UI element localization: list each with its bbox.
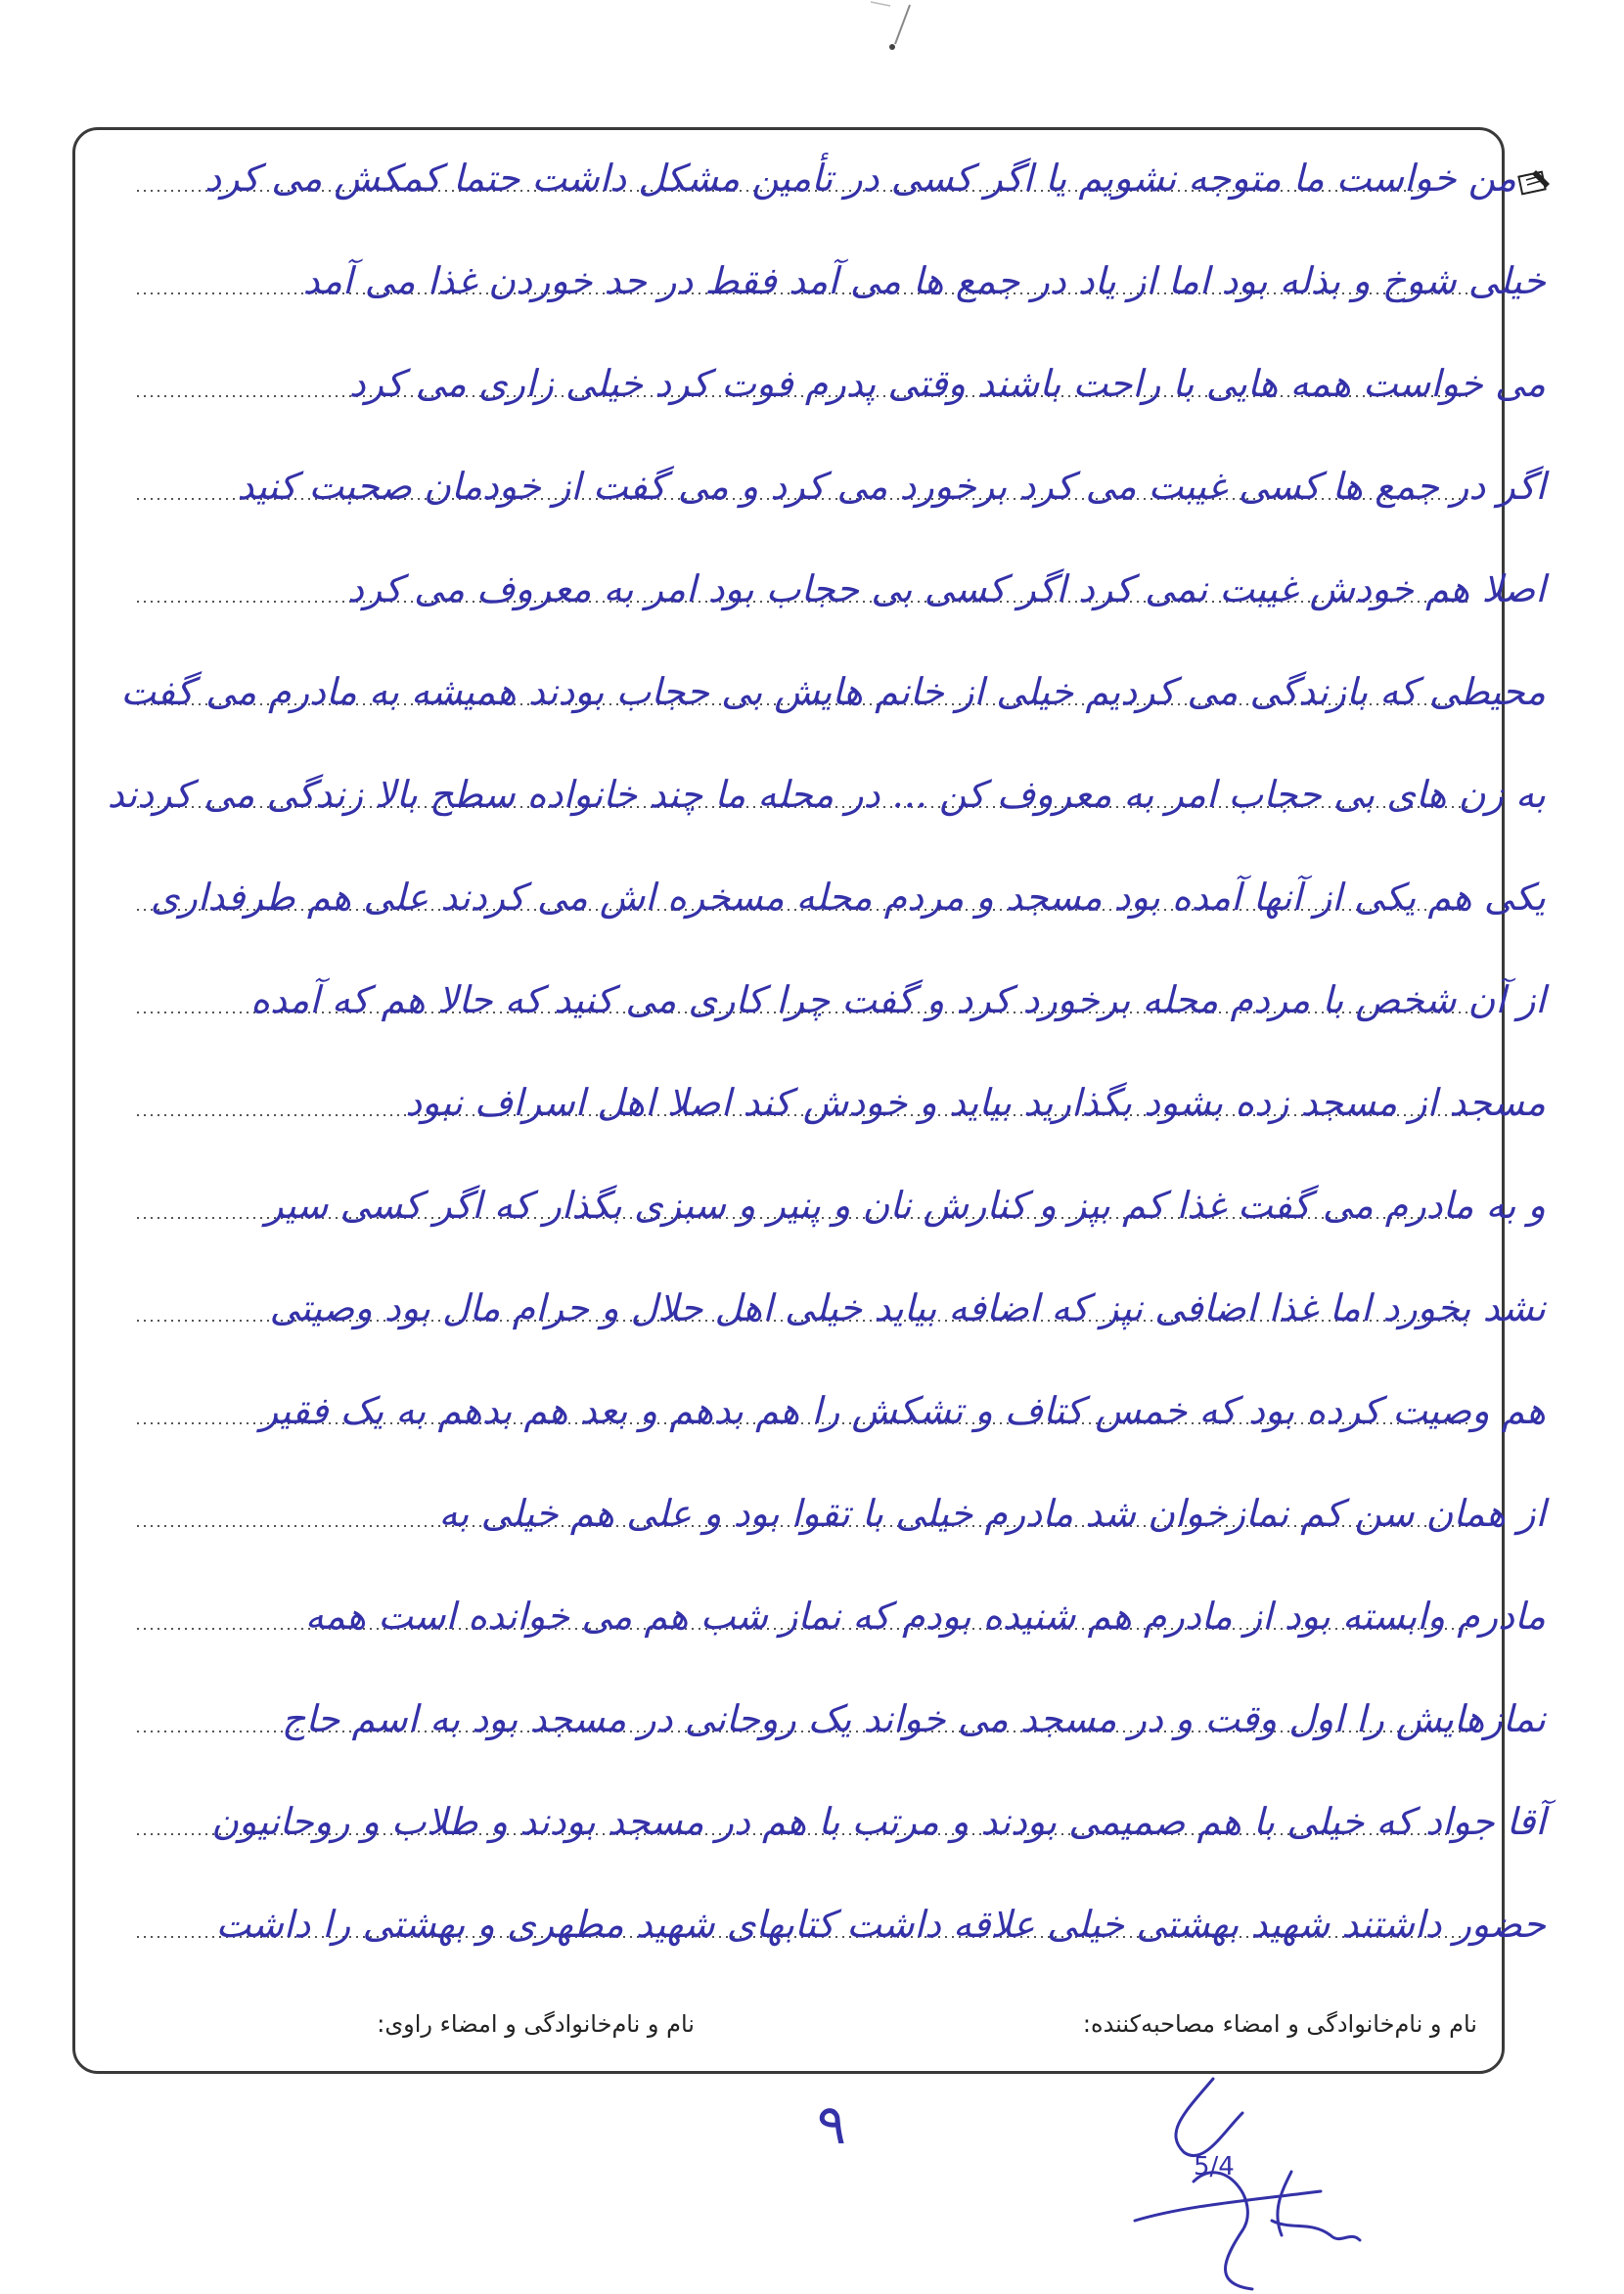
handwritten-line-15: مادرم وابسته بود از مادرم هم شنیده بودم که نماز شب هم می خوانده است همه <box>304 1595 1546 1638</box>
handwritten-line-1: من خواست ما متوجه نشویم یا اگر کسی در تأمین مشکل داشت حتما کمکش می کرد <box>204 157 1516 200</box>
notepad-icon <box>1516 166 1552 196</box>
handwritten-line-3: می خواست همه هایی با راحت باشند وقتی پدرم فوت کرد خیلی زاری می کرد <box>348 362 1546 405</box>
page-number: ۹ <box>816 2093 847 2157</box>
handwritten-line-10: مسجد از مسجد زده بشود بگذارید بیاید و خودش کند اصلا اهل اسراف نبود <box>405 1081 1546 1124</box>
handwritten-line-11: و به مادرم می گفت غذا کم بپز و کنارش نان و پنیر و سبزی بگذار که اگر کسی سیر <box>265 1184 1546 1227</box>
handwritten-line-6: محیطی که بازندگی می کردیم خیلی از خانم هایش بی حجاب بودند همیشه به مادرم می گفت <box>120 670 1546 713</box>
signature-graphic <box>1125 2074 1379 2294</box>
handwritten-line-16: نمازهایش را اول وقت و در مسجد می خواند یک روحانی در مسجد بود به اسم حاج <box>281 1697 1546 1740</box>
handwritten-line-13: هم وصیت کرده بود که خمس کتاف و تشکش را هم بدهم و بعد هم بدهم به یک فقیر <box>259 1389 1546 1432</box>
handwritten-line-9: از آن شخص با مردم محله برخورد کرد و گفت چرا کاری می کنید که حالا هم که آمده <box>250 978 1546 1021</box>
narrator-label: نام و نام‌خانوادگی و امضاء راوی: <box>377 2010 695 2038</box>
handwritten-line-2: خیلی شوخ و بذله بود اما از یاد در جمع ها می آمد فقط در حد خوردن غذا می آمد <box>302 259 1546 302</box>
handwritten-line-8: یکی هم یکی از آنها آمده بود مسجد و مردم محله مسخره اش می کردند علی هم طرفداری <box>150 876 1546 919</box>
footer-signature-labels <box>147 2010 1477 2059</box>
handwritten-line-17: آقا جواد که خیلی با هم صمیمی بودند و مرتب با هم در مسجد بودند و طلاب و روحانیون <box>211 1800 1546 1843</box>
handwritten-line-18: حضور داشتند شهید بهشتی خیلی علاقه داشت کتابهای شهید مطهری و بهشتی را داشت <box>215 1903 1546 1946</box>
handwritten-line-4: اگر در جمع ها کسی غیبت می کرد برخورد می کرد و می گفت از خودمان صحبت کنید <box>237 465 1546 508</box>
interviewer-label: نام و نام‌خانوادگی و امضاء مصاحبه‌کننده: <box>1082 2010 1477 2038</box>
handwritten-line-7: به زن های بی حجاب امر به معروف کن ... در محله ما چند خانواده سطح بالا زندگی می کردند <box>107 773 1546 816</box>
handwritten-line-12: نشد بخورد اما غذا اضافی نپز که اضافه بیاید خیلی اهل حلال و حرام مال بود وصیتی <box>269 1286 1546 1329</box>
signature-date: 5/4 <box>1194 2152 1235 2182</box>
handwritten-line-5: اصلا هم خودش غیبت نمی کرد اگر کسی بی حجاب بود امر به معروف می کرد <box>346 567 1546 610</box>
handwritten-line-14: از همان سن کم نمازخوان شد مادرم خیلی با تقوا بود و علی هم خیلی به <box>438 1492 1546 1535</box>
